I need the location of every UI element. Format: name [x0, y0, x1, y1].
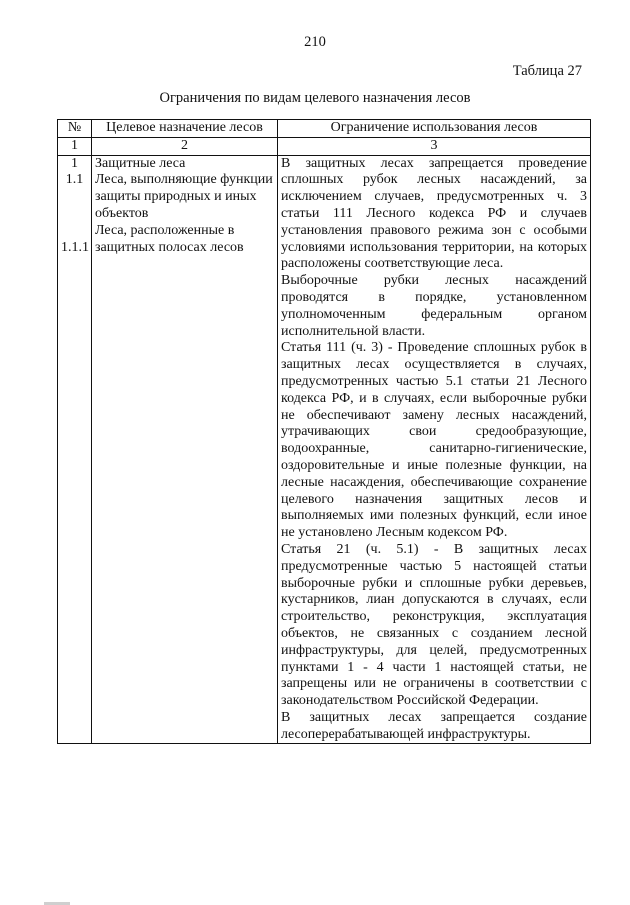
code-1-1-1: 1.1.1: [61, 239, 89, 255]
purpose-protective-forests: Защитные леса: [95, 155, 186, 171]
header-restriction: Ограничение использования лесов: [278, 120, 591, 138]
restriction-paragraph-2: Выборочные рубки лесных насаждений проводятся в порядке, установленном уполномоченным федеральным органом исполнительной власти.: [281, 273, 587, 339]
table-label: Таблица 27: [512, 63, 582, 79]
header-purpose: Целевое назначение лесов: [92, 120, 278, 138]
purpose-cell: [92, 155, 278, 744]
column-number-3: 3: [278, 137, 591, 155]
column-number-1: 1: [58, 137, 92, 155]
code-1-1: 1.1: [65, 172, 84, 188]
column-number-row: [58, 137, 591, 155]
restriction-cell: [278, 155, 591, 744]
header-number: №: [58, 120, 92, 138]
table-row: [58, 155, 591, 744]
restrictions-table: [57, 119, 591, 744]
restriction-paragraph-1: В защитных лесах запрещается проведение сплошных рубок лесных насаждений, за исключением случаев, предусмотренных ч. 3 статьи 111 Лесного кодекса РФ и случаев установления правового режима зон с особыми условиями использования территории, на которых расположены соответствующие леса.: [281, 155, 587, 272]
purpose-protection-functions: Леса, выполняющие функции защиты природных и иных объектов: [95, 172, 273, 221]
restriction-paragraph-5: В защитных лесах запрещается создание лесоперерабатывающей инфраструктуры.: [281, 709, 587, 742]
header-row: [58, 120, 591, 138]
restriction-paragraph-3: Статья 111 (ч. 3) - Проведение сплошных рубок в защитных лесах осуществляется в случаях, предусмотренных частью 5.1 статьи 21 Лесного кодекса РФ, и в случаях, если выборочные рубки не обеспечивают замену лесных насаждений, утрачивающих свои средообразующие, водоохранные, санитарно-гигиенические, оздоровительные и иные полезные функции, на лесные насаждения, обеспечивающие сохранение целевого назначения защитных лесов и выполняемых ими полезных функций, если иное не установлено Лесным кодексом РФ.: [281, 340, 587, 541]
column-number-2: 2: [92, 137, 278, 155]
restriction-paragraph-4: Статья 21 (ч. 5.1) - В защитных лесах предусмотренные частью 5 настоящей статьи выборочные рубки и сплошные рубки деревьев, кустарников, лиан допускаются в случаях, если строительство, реконструкция, эксплуатация объектов, не связанных с созданием лесной инфраструктуры, для целей, предусмотренных пунктами 1 - 4 части 1 настоящей статьи, не запрещены или не ограничены в соответствии с законодательством Российской Федерации.: [281, 541, 587, 709]
code-1: 1: [71, 155, 78, 171]
code-cell: [58, 155, 92, 744]
page-number: 210: [304, 34, 326, 50]
purpose-protective-strips: Леса, расположенные в защитных полосах лесов: [95, 222, 244, 255]
table-title: Ограничения по видам целевого назначения лесов: [159, 90, 471, 106]
